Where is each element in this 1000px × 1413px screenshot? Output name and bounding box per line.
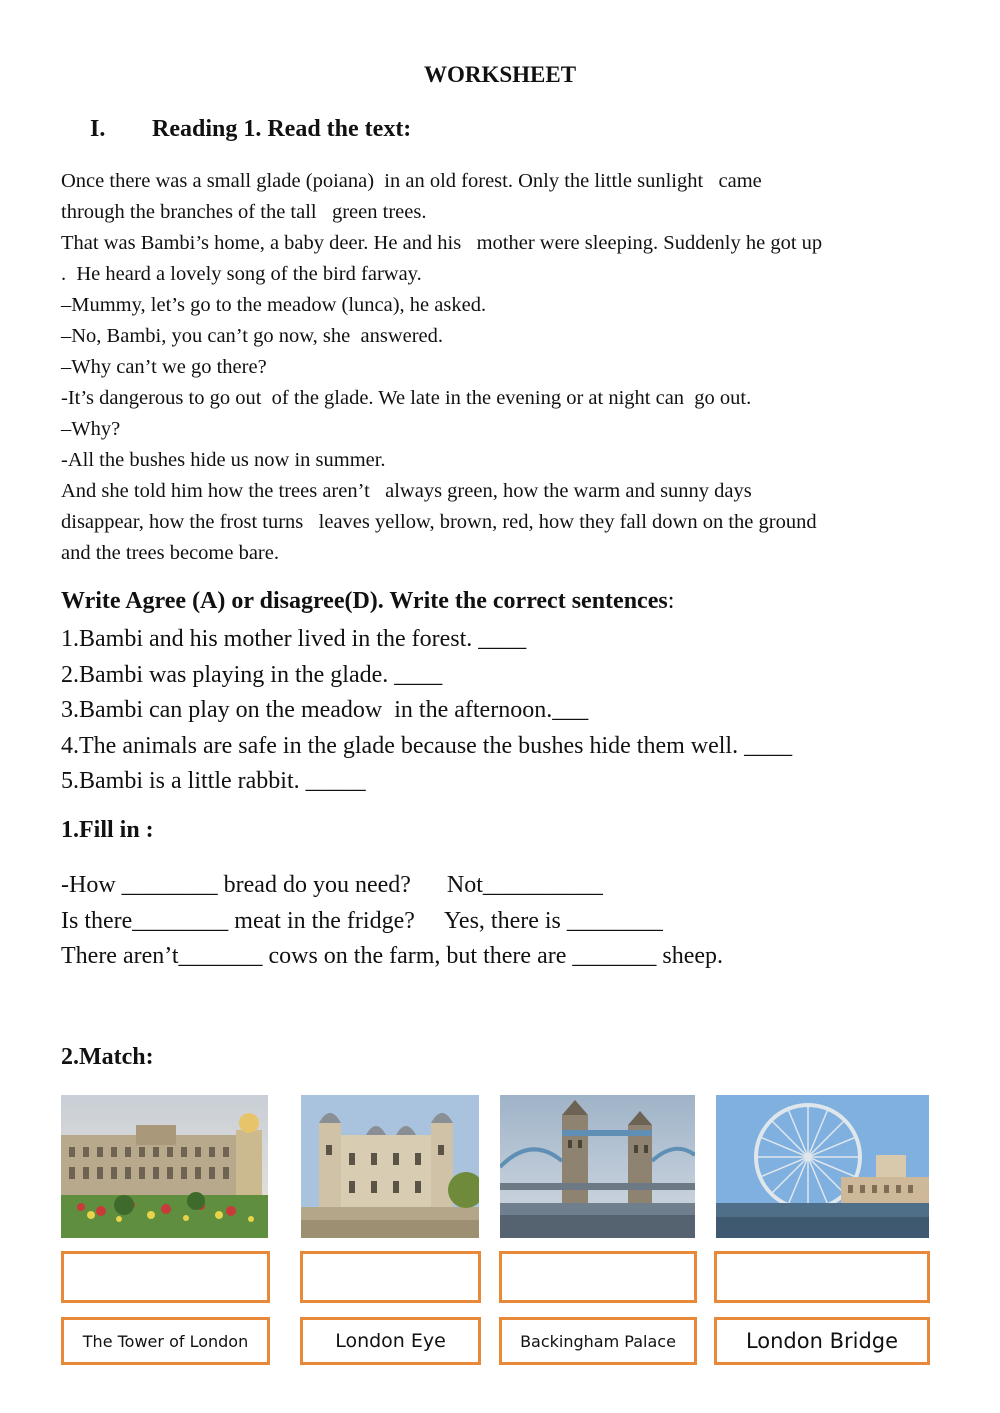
agree-task-heading-text: Write Agree (A) or disagree(D). Write the correct sentences <box>61 588 668 614</box>
agree-task-heading-colon: : <box>667 588 675 614</box>
answer-box[interactable] <box>499 1251 697 1303</box>
statement-item[interactable]: 2.Bambi was playing in the glade. ____ <box>61 661 443 688</box>
reading-line: and the trees become bare. <box>61 542 279 564</box>
fill-line[interactable]: There aren’t_______ cows on the farm, but there are _______ sheep. <box>61 943 724 969</box>
match-label-london-bridge[interactable]: London Bridge <box>714 1317 930 1365</box>
answer-box[interactable] <box>714 1251 930 1303</box>
fill-line[interactable]: -How ________ bread do you need? Not__________ <box>61 872 603 898</box>
agree-task-heading <box>61 588 674 615</box>
reading-line: That was Bambi’s home, a baby deer. He and his mother were sleeping. Suddenly he got up <box>61 232 823 254</box>
match-label-tower-of-london[interactable]: The Tower of London <box>61 1317 270 1365</box>
reading-line: And she told him how the trees aren’t always green, how the warm and sunny days <box>61 480 752 502</box>
reading-line: –No, Bambi, you can’t go now, she answered. <box>61 325 444 347</box>
palace-photo <box>61 1095 268 1238</box>
tower-photo <box>301 1095 479 1238</box>
fill-task-heading: 1.Fill in : <box>61 817 154 843</box>
reading-text <box>61 166 961 569</box>
reading-line: –Why can’t we go there? <box>61 356 267 378</box>
section-title: Reading 1. Read the text: <box>152 116 412 142</box>
match-task-heading: 2.Match: <box>61 1044 154 1070</box>
reading-line: through the branches of the tall green trees. <box>61 201 427 223</box>
statement-item[interactable]: 3.Bambi can play on the meadow in the afternoon.___ <box>61 697 589 723</box>
match-label-london-eye[interactable]: London Eye <box>300 1317 481 1365</box>
reading-line: -It’s dangerous to go out of the glade. We late in the evening or at night can go out. <box>61 387 752 409</box>
section-number: I. <box>90 116 106 142</box>
worksheet-title: WORKSHEET <box>423 62 577 87</box>
fill-task-lines <box>61 868 723 975</box>
reading-line: –Mummy, let’s go to the meadow (lunca), he asked. <box>61 294 487 316</box>
bridge-photo <box>500 1095 695 1238</box>
fill-line[interactable]: Is there________ meat in the fridge? Yes, there is ________ <box>61 907 663 934</box>
statement-item[interactable]: 1.Bambi and his mother lived in the forest. ____ <box>61 626 527 652</box>
reading-line: . He heard a lovely song of the bird farway. <box>61 263 422 285</box>
wheel-photo <box>716 1095 929 1238</box>
match-label-backingham-palace[interactable]: Backingham Palace <box>499 1317 697 1365</box>
reading-line: -All the bushes hide us now in summer. <box>61 449 386 471</box>
agree-statements <box>61 622 792 800</box>
reading-line: –Why? <box>61 418 121 440</box>
reading-line: disappear, how the frost turns leaves yellow, brown, red, how they fall down on the ground <box>61 511 817 533</box>
answer-box[interactable] <box>300 1251 481 1303</box>
reading-line: Once there was a small glade (poiana) in an old forest. Only the little sunlight came <box>61 170 762 192</box>
statement-item[interactable]: 5.Bambi is a little rabbit. _____ <box>61 768 366 794</box>
section-heading <box>90 116 411 143</box>
answer-box[interactable] <box>61 1251 270 1303</box>
statement-item[interactable]: 4.The animals are safe in the glade because the bushes hide them well. ____ <box>61 732 793 759</box>
